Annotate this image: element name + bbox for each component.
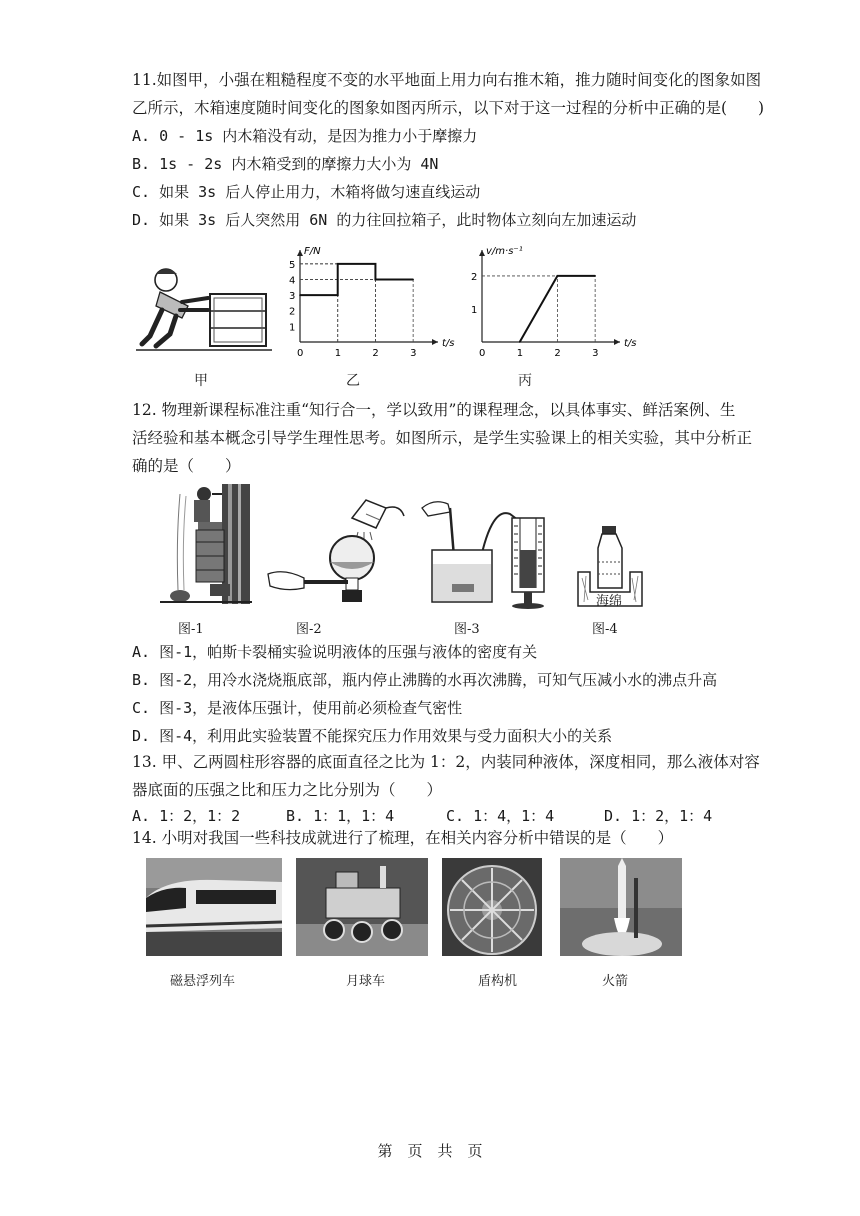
y-tick-label: 2 xyxy=(471,271,478,283)
y-tick-label: 1 xyxy=(471,304,478,316)
flask-cold-water-figure xyxy=(264,494,414,606)
x-tick-label: 3 xyxy=(410,348,417,359)
x-axis-arrow xyxy=(614,339,620,345)
x-tick-label: 0 xyxy=(479,348,486,359)
x-tick-label: 1 xyxy=(334,348,342,359)
caption-lunar-rover: 月球车 xyxy=(346,974,386,989)
y-axis-arrow xyxy=(479,250,485,256)
q12-option-a: A. 图-1，帕斯卡裂桶实验说明液体的压强与液体的密度有关 xyxy=(132,643,538,661)
tunnel-boring-machine-photo xyxy=(442,858,542,956)
x-axis-label: t/s xyxy=(624,338,637,349)
velocity-time-chart xyxy=(456,238,637,368)
caption-bing: 丙 xyxy=(518,373,532,389)
y-axis-arrow xyxy=(297,250,303,256)
y-tick-label: 5 xyxy=(289,259,296,271)
caption-jia: 甲 xyxy=(194,373,208,389)
y-tick-label: 1 xyxy=(289,322,296,334)
q11-stem-line-1: 11.如图甲，小强在粗糙程度不变的水平地面上用力向右推木箱，推力随时间变化的图象如图 xyxy=(132,71,762,89)
data-point xyxy=(557,275,559,277)
q12-stem-line-1: 12. 物理新课程标准注重“知行合一，学以致用”的课程理念，以具体事实、鲜活案例、生 xyxy=(132,401,736,419)
q11-option-b: B. 1s - 2s 内木箱受到的摩擦力大小为 4N xyxy=(132,155,439,173)
y-tick-label: 2 xyxy=(289,306,296,318)
caption-rocket: 火箭 xyxy=(602,974,629,989)
boy-pushing-box-figure xyxy=(136,262,276,358)
caption-maglev: 磁悬浮列车 xyxy=(170,974,236,989)
sponge-label: 海绵 xyxy=(596,594,623,609)
caption-fig-1: 图-1 xyxy=(178,622,204,637)
caption-fig-4: 图-4 xyxy=(592,622,618,637)
caption-fig-2: 图-2 xyxy=(296,622,322,637)
page-footer: 第 页 共 页 xyxy=(377,1142,483,1160)
q13-option-c: C. 1：4，1：4 xyxy=(446,807,555,825)
q12-stem-line-2: 活经验和基本概念引导学生理性思考。如图所示，是学生实验课上的相关实验，其中分析正 xyxy=(132,429,753,447)
y-axis-label: v/m·s⁻¹ xyxy=(486,246,523,257)
pressure-gauge-figure xyxy=(420,492,560,610)
force-time-chart xyxy=(278,246,455,368)
data-point xyxy=(519,341,521,343)
q11-option-c: C. 如果 3s 后人停止用力，木箱将做匀速直线运动 xyxy=(132,183,481,201)
caption-fig-3: 图-3 xyxy=(454,622,480,637)
x-tick-label: 1 xyxy=(516,348,524,359)
q12-stem-line-3: 确的是（ ） xyxy=(132,457,241,475)
caption-tbm: 盾构机 xyxy=(478,974,518,989)
data-point xyxy=(299,294,301,296)
x-axis-label: t/s xyxy=(442,338,455,349)
q13-option-b: B. 1：1，1：4 xyxy=(286,807,395,825)
x-tick-label: 2 xyxy=(372,348,379,359)
x-axis-arrow xyxy=(432,339,438,345)
q11-option-d: D. 如果 3s 后人突然用 6N 的力往回拉箱子，此时物体立刻向左加速运动 xyxy=(132,211,637,229)
lunar-rover-photo xyxy=(296,858,428,956)
y-axis-label: F/N xyxy=(304,246,321,257)
data-point xyxy=(337,263,339,265)
q12-option-d: D. 图-4，利用此实验装置不能探究压力作用效果与受力面积大小的关系 xyxy=(132,727,613,745)
x-tick-label: 3 xyxy=(592,348,599,359)
maglev-train-photo xyxy=(146,858,282,956)
q12-option-b: B. 图-2，用冷水浇烧瓶底部，瓶内停止沸腾的水再次沸腾，可知气压减小水的沸点升高 xyxy=(132,671,718,689)
q13-stem-line-2: 器底面的压强之比和压力之比分别为（ ） xyxy=(132,781,443,799)
caption-yi: 乙 xyxy=(346,373,360,389)
q12-option-c: C. 图-3，是液体压强计，使用前必须检查气密性 xyxy=(132,699,463,717)
pascal-barrel-figure xyxy=(150,480,260,608)
rocket-photo xyxy=(560,858,682,956)
y-tick-label: 4 xyxy=(289,275,296,287)
q11-option-a: A. 0 - 1s 内木箱没有动，是因为推力小于摩擦力 xyxy=(132,127,478,145)
y-tick-label: 3 xyxy=(289,291,296,303)
q11-stem-line-2: 乙所示，木箱速度随时间变化的图象如图丙所示，以下对于这一过程的分析中正确的是( ) xyxy=(132,99,765,117)
x-tick-label: 2 xyxy=(554,348,561,359)
data-point xyxy=(375,263,377,265)
q13-option-a: A. 1：2，1：2 xyxy=(132,807,241,825)
data-point xyxy=(375,279,377,281)
q14-stem: 14. 小明对我国一些科技成就进行了梳理，在相关内容分析中错误的是（ ） xyxy=(132,829,674,847)
data-point xyxy=(337,294,339,296)
q13-option-d: D. 1：2，1：4 xyxy=(604,807,713,825)
q13-stem-line-1: 13. 甲、乙两圆柱形容器的底面直径之比为 1：2，内装同种液体，深度相同，那么液体对容 xyxy=(132,753,760,771)
x-tick-label: 0 xyxy=(297,348,304,359)
data-point xyxy=(412,279,414,281)
data-point xyxy=(594,275,596,277)
